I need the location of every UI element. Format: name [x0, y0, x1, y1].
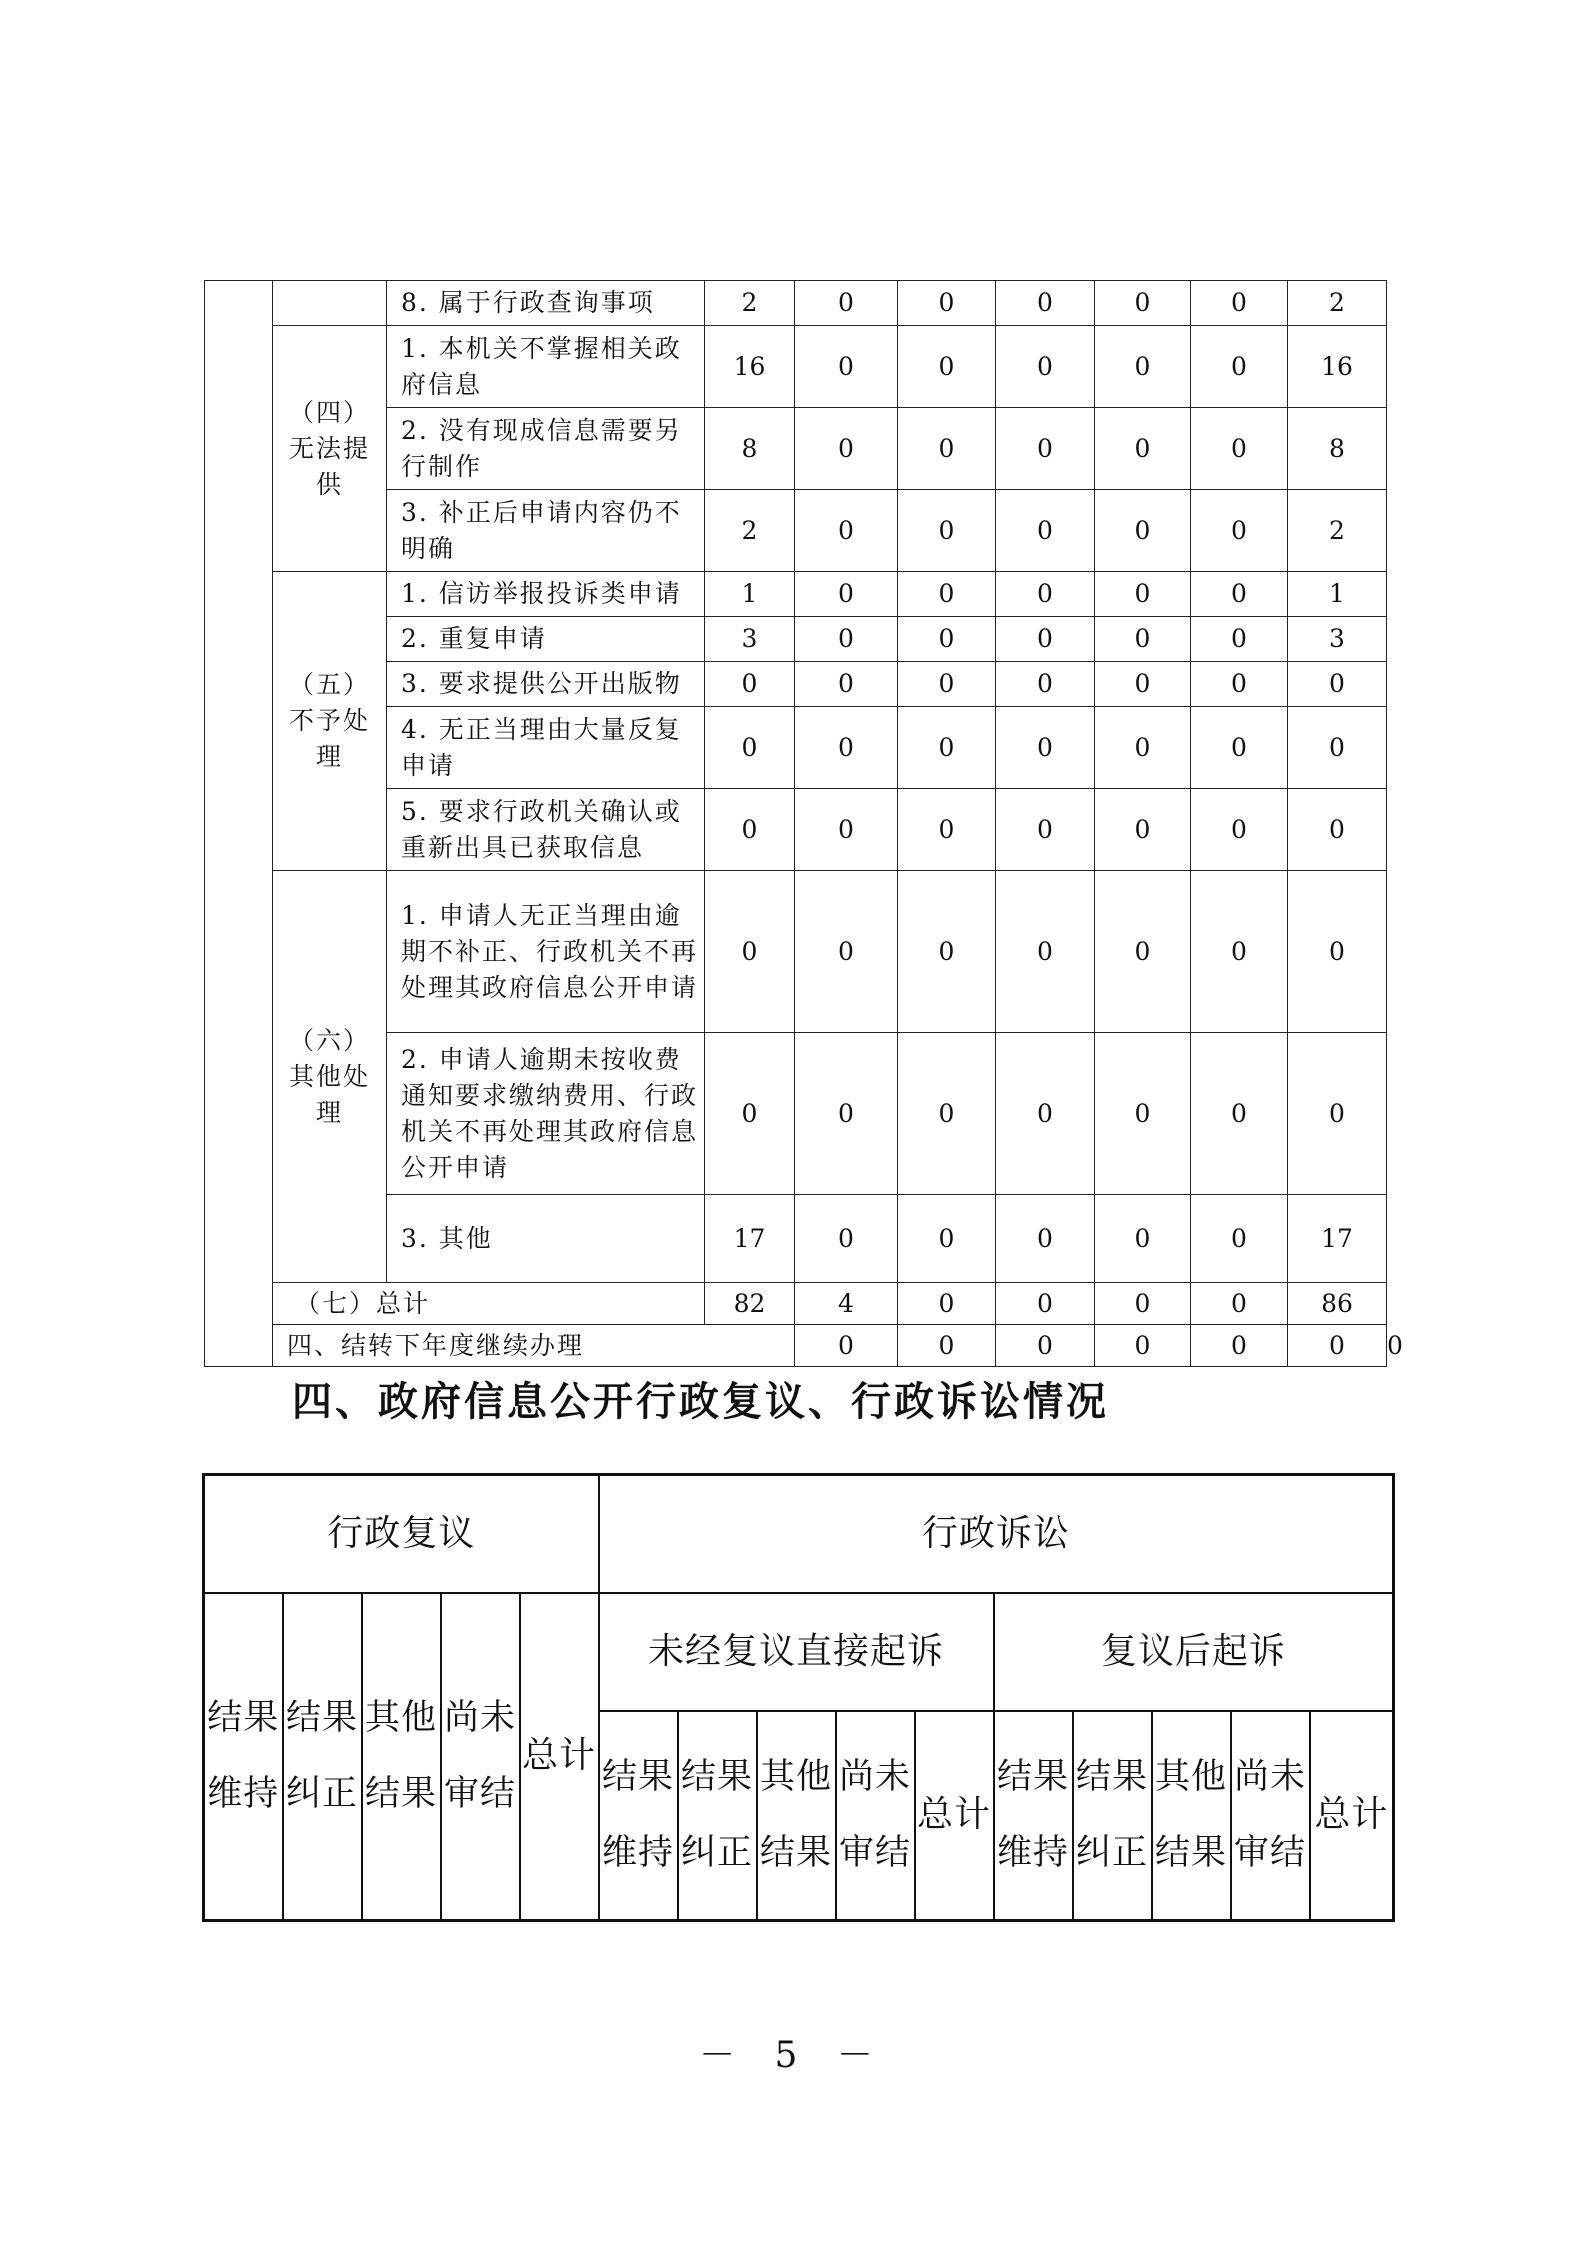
cell-value: 0	[795, 408, 898, 490]
cell-value: 0	[898, 871, 996, 1033]
page-number: － 5 －	[699, 2035, 887, 2076]
recon-other-result: 其他结果	[362, 1593, 441, 1921]
cell-value: 0	[996, 281, 1095, 326]
table-row	[205, 281, 1387, 326]
cell-value: 0	[1191, 1033, 1288, 1195]
cell-value: 0	[1095, 789, 1191, 871]
after-reconsideration-header: 复议后起诉	[994, 1593, 1394, 1711]
reconsideration-header: 行政复议	[204, 1475, 599, 1593]
after-total: 总计	[1310, 1711, 1394, 1921]
section-heading: 四、政府信息公开行政复议、行政诉讼情况	[292, 1379, 1109, 1425]
cell-value: 0	[1095, 1195, 1191, 1283]
cell-value: 0	[898, 572, 996, 617]
direct-suit-header: 未经复议直接起诉	[599, 1593, 994, 1711]
direct-total: 总计	[915, 1711, 994, 1921]
cell-value: 0	[795, 326, 898, 408]
cell-value: 1	[705, 572, 795, 617]
row-label: 8. 属于行政查询事项	[387, 281, 705, 326]
carry-over-label: 四、结转下年度继续办理	[273, 1325, 795, 1367]
cell-value: 0	[1095, 617, 1191, 662]
cell-value: 16	[705, 326, 795, 408]
application-handling-table	[204, 280, 1403, 1367]
cell-value: 8	[705, 408, 795, 490]
direct-pending: 尚未审结	[836, 1711, 915, 1921]
cell-value: 0	[795, 617, 898, 662]
cell-value: 0	[1095, 1283, 1191, 1325]
cell-value: 0	[996, 707, 1095, 789]
cell-value: 0	[1191, 662, 1288, 707]
row-label: 1. 申请人无正当理由逾期不补正、行政机关不再处理其政府信息公开申请	[387, 871, 705, 1033]
after-result-corrected: 结果纠正	[1073, 1711, 1152, 1921]
carry-over-row: 四、结转下年度继续办理 0 0 0 0 0 0 0	[205, 1325, 1387, 1367]
cell-value: 0	[795, 871, 898, 1033]
table-row	[204, 1593, 1394, 1711]
cell-value: 2	[705, 281, 795, 326]
recon-result-maintained: 结果维持	[204, 1593, 283, 1921]
table-row	[204, 1475, 1394, 1593]
cell-value: 0	[1191, 408, 1288, 490]
cell-value: 0	[1191, 490, 1288, 572]
cell-value: 0	[898, 1283, 996, 1325]
cell-value: 0	[1191, 281, 1288, 326]
cell-value: 0	[996, 789, 1095, 871]
direct-other-result: 其他结果	[757, 1711, 836, 1921]
cell-value: 0	[1095, 326, 1191, 408]
cell-value: 0	[795, 281, 898, 326]
cell-value: 0	[705, 789, 795, 871]
cell-value: 17	[705, 1195, 795, 1283]
cell-value: 86	[1288, 1283, 1387, 1325]
cell-value: 0	[1191, 617, 1288, 662]
cell-value: 0	[996, 1283, 1095, 1325]
cell-value: 0	[996, 490, 1095, 572]
cell-value: 0	[898, 707, 996, 789]
cell-value: 0	[1288, 1325, 1387, 1367]
application-handling-table-body	[205, 281, 1403, 1367]
cell-value: 2	[1288, 490, 1387, 572]
after-pending: 尚未审结	[1231, 1711, 1310, 1921]
cell-value: 0	[898, 281, 996, 326]
cell-value: 0	[996, 572, 1095, 617]
row-label: 5. 要求行政机关确认或重新出具已获取信息	[387, 789, 705, 871]
direct-result-maintained: 结果维持	[599, 1711, 678, 1921]
cell-value: 0	[1095, 1033, 1191, 1195]
cell-value: 0	[705, 1033, 795, 1195]
row-label: 1. 信访举报投诉类申请	[387, 572, 705, 617]
row-label: 3. 补正后申请内容仍不明确	[387, 490, 705, 572]
cell-value: 0	[1191, 789, 1288, 871]
cell-value: 0	[898, 662, 996, 707]
cell-value: 0	[1095, 707, 1191, 789]
category-cell-empty	[273, 281, 387, 326]
row-label: 2. 没有现成信息需要另行制作	[387, 408, 705, 490]
cell-value: 0	[996, 662, 1095, 707]
cell-value: 0	[1191, 326, 1288, 408]
direct-result-corrected: 结果纠正	[678, 1711, 757, 1921]
table-row	[205, 572, 1387, 617]
cell-value: 0	[1191, 1325, 1288, 1367]
cell-value: 3	[1288, 617, 1387, 662]
cell-value: 0	[996, 617, 1095, 662]
review-litigation-table	[202, 1473, 1395, 1922]
cell-value: 0	[996, 1195, 1095, 1283]
recon-pending: 尚未审结	[441, 1593, 520, 1921]
after-other-result: 其他结果	[1152, 1711, 1231, 1921]
cell-value: 0	[795, 1195, 898, 1283]
cell-value: 0	[898, 326, 996, 408]
category-cell: （四）无法提供	[273, 326, 387, 572]
cell-value: 0	[705, 707, 795, 789]
table-row	[205, 871, 1387, 1033]
cell-value: 0	[1095, 408, 1191, 490]
cell-value: 0	[1095, 490, 1191, 572]
cell-value: 17	[1288, 1195, 1387, 1283]
cell-value: 0	[1288, 871, 1387, 1033]
cell-value: 0	[898, 789, 996, 871]
cell-value: 0	[1288, 1033, 1387, 1195]
row-label: 3. 要求提供公开出版物	[387, 662, 705, 707]
cell-value: 0	[996, 326, 1095, 408]
cell-value: 0	[1191, 1283, 1288, 1325]
cell-value: 0	[1288, 662, 1387, 707]
cell-value: 0	[1191, 572, 1288, 617]
litigation-header: 行政诉讼	[599, 1475, 1394, 1593]
total-label: （七）总计	[273, 1283, 705, 1325]
cell-value: 0	[898, 408, 996, 490]
cell-value: 0	[1095, 572, 1191, 617]
cell-value: 0	[1191, 1195, 1288, 1283]
cell-value: 0	[795, 490, 898, 572]
cell-value: 8	[1288, 408, 1387, 490]
outer-category-cell	[205, 281, 273, 1367]
cell-value: 4	[795, 1283, 898, 1325]
cell-value: 0	[1095, 871, 1191, 1033]
cell-value: 0	[898, 1033, 996, 1195]
cell-value: 0	[1095, 1325, 1191, 1367]
category-cell: （五）不予处理	[273, 572, 387, 871]
category-cell: （六）其他处理	[273, 871, 387, 1283]
recon-result-corrected: 结果纠正	[283, 1593, 362, 1921]
cell-value: 0	[1288, 789, 1387, 871]
cell-value: 0	[898, 1325, 996, 1367]
cell-value: 0	[795, 789, 898, 871]
cell-value: 0	[1288, 707, 1387, 789]
after-result-maintained: 结果维持	[994, 1711, 1073, 1921]
cell-value: 1	[1288, 572, 1387, 617]
row-label: 1. 本机关不掌握相关政府信息	[387, 326, 705, 408]
row-label: 4. 无正当理由大量反复申请	[387, 707, 705, 789]
cell-value: 0	[898, 617, 996, 662]
row-label: 2. 重复申请	[387, 617, 705, 662]
row-label: 2. 申请人逾期未按收费通知要求缴纳费用、行政机关不再处理其政府信息公开申请	[387, 1033, 705, 1195]
cell-value: 0	[996, 1325, 1095, 1367]
cell-value: 0	[795, 1033, 898, 1195]
cell-value: 0	[898, 1195, 996, 1283]
cell-value: 0	[1191, 707, 1288, 789]
cell-value: 0	[795, 572, 898, 617]
cell-value: 16	[1288, 326, 1387, 408]
cell-value: 0	[996, 871, 1095, 1033]
cell-value: 0	[795, 662, 898, 707]
table-row	[205, 326, 1387, 408]
cell-value: 0	[898, 490, 996, 572]
cell-value: 0	[705, 871, 795, 1033]
total-row	[205, 1283, 1387, 1325]
cell-value: 3	[705, 617, 795, 662]
row-label: 3. 其他	[387, 1195, 705, 1283]
cell-value: 0	[1191, 871, 1288, 1033]
cell-value: 0	[1095, 662, 1191, 707]
cell-value: 0	[705, 662, 795, 707]
recon-total: 总计	[520, 1593, 599, 1921]
cell-value: 2	[705, 490, 795, 572]
cell-value: 2	[1288, 281, 1387, 326]
cell-value: 0	[795, 707, 898, 789]
cell-value: 82	[705, 1283, 795, 1325]
cell-value: 0	[795, 1325, 898, 1367]
cell-value: 0	[1095, 281, 1191, 326]
cell-value: 0	[996, 408, 1095, 490]
cell-value: 0	[996, 1033, 1095, 1195]
